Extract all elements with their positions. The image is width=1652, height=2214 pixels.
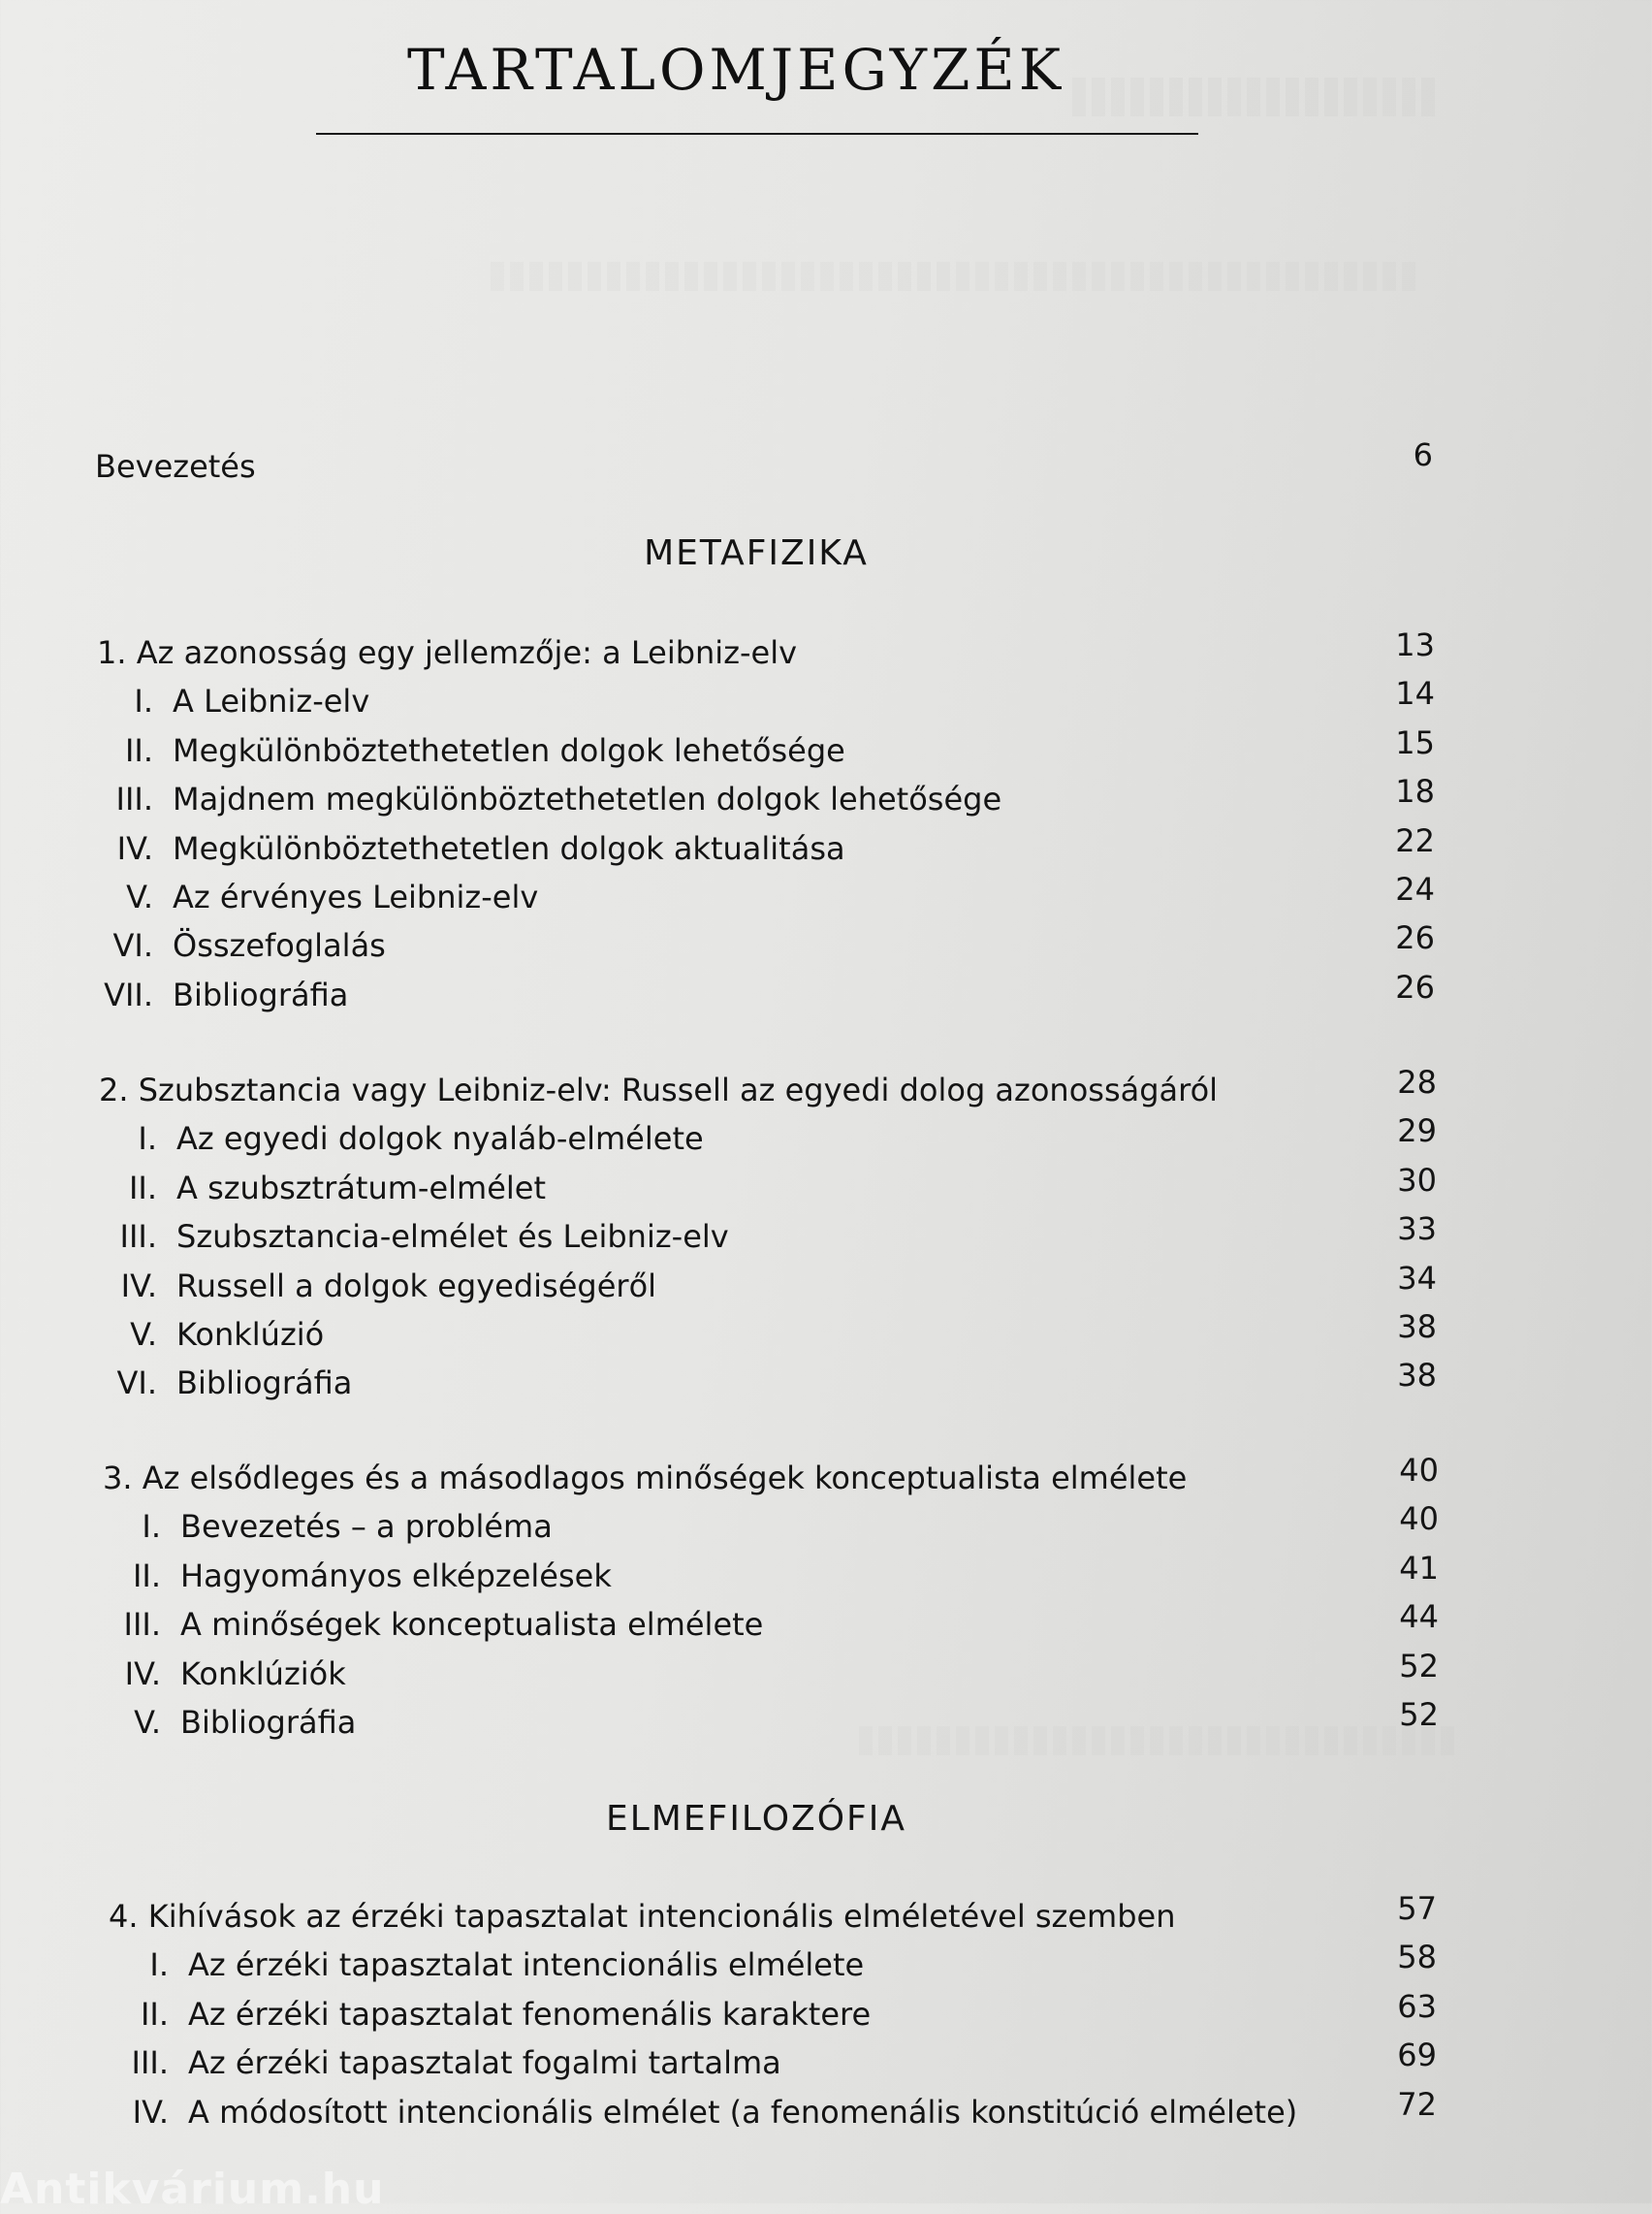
page-number: 40 bbox=[1399, 1452, 1439, 1489]
item-title: A szubsztrátum-elmélet bbox=[176, 1169, 547, 1206]
toc-item[interactable] bbox=[97, 968, 1435, 1025]
item-numeral: IV. bbox=[116, 829, 153, 867]
toc-item[interactable] bbox=[103, 1549, 1439, 1606]
item-numeral: III. bbox=[115, 781, 153, 818]
page-number: 22 bbox=[1395, 821, 1435, 859]
page-number: 26 bbox=[1395, 968, 1435, 1006]
chapter-title: 4. Kihívások az érzéki tapasztalat intencionális elméletével szemben bbox=[109, 1898, 1176, 1935]
item-numeral: I. bbox=[142, 1508, 161, 1546]
chapter-row[interactable] bbox=[99, 1064, 1437, 1120]
toc-item[interactable] bbox=[103, 1598, 1439, 1654]
page-number: 40 bbox=[1399, 1500, 1439, 1538]
chapter-3 bbox=[103, 1452, 1439, 1752]
toc-item[interactable] bbox=[99, 1161, 1437, 1218]
page-number: 69 bbox=[1397, 2037, 1437, 2074]
item-numeral: II. bbox=[124, 731, 153, 769]
chapter-4 bbox=[109, 1890, 1437, 2142]
chapter-title: 3. Az elsődleges és a másodlagos minőségek konceptualista elmélete bbox=[103, 1460, 1188, 1496]
item-numeral: IV. bbox=[132, 2093, 169, 2131]
item-title: Bibliográfia bbox=[180, 1703, 357, 1741]
page-number: 14 bbox=[1395, 675, 1435, 713]
page-number: 33 bbox=[1397, 1210, 1437, 1248]
toc-item[interactable] bbox=[103, 1695, 1439, 1752]
toc-item[interactable] bbox=[99, 1357, 1437, 1413]
toc-item[interactable] bbox=[97, 821, 1435, 879]
item-numeral: I. bbox=[138, 1120, 157, 1158]
item-title: Megkülönböztethetetlen dolgok aktualitása bbox=[173, 829, 845, 867]
item-title: Az érvényes Leibniz-elv bbox=[173, 878, 539, 915]
toc-item[interactable] bbox=[99, 1112, 1437, 1169]
item-numeral: III. bbox=[131, 2044, 169, 2082]
item-numeral: I. bbox=[149, 1946, 169, 1984]
page-number: 41 bbox=[1399, 1549, 1439, 1587]
item-numeral: IV. bbox=[120, 1267, 157, 1304]
page-title: TARTALOMJEGYZÉK bbox=[407, 37, 1065, 103]
item-title: Russell a dolgok egyediségéről bbox=[176, 1267, 657, 1304]
item-numeral: VI. bbox=[112, 927, 153, 965]
toc-item[interactable] bbox=[99, 1259, 1437, 1316]
intro-page-number: 6 bbox=[1413, 436, 1433, 473]
page-number: 29 bbox=[1397, 1112, 1437, 1150]
toc-item[interactable] bbox=[97, 870, 1435, 927]
page-number: 38 bbox=[1397, 1357, 1437, 1395]
toc-item[interactable] bbox=[97, 919, 1435, 976]
toc-item[interactable] bbox=[109, 1987, 1437, 2044]
page-number: 13 bbox=[1395, 626, 1435, 663]
item-numeral: V. bbox=[134, 1703, 161, 1741]
toc-item[interactable] bbox=[97, 773, 1435, 829]
item-numeral: II. bbox=[128, 1169, 157, 1206]
item-numeral: II. bbox=[132, 1556, 161, 1594]
chapter-row[interactable] bbox=[109, 1890, 1437, 1946]
item-title: Az érzéki tapasztalat intencionális elmélete bbox=[188, 1946, 865, 1984]
watermark: Antikvárium.hu bbox=[0, 2165, 385, 2214]
title-underline bbox=[316, 133, 1198, 135]
toc-item[interactable] bbox=[103, 1647, 1439, 1704]
chapter-title: 2. Szubsztancia vagy Leibniz-elv: Russell az egyedi dolog azonosságáról bbox=[99, 1072, 1219, 1108]
page-number: 58 bbox=[1397, 1939, 1437, 1976]
toc-item[interactable] bbox=[99, 1210, 1437, 1267]
page-number: 34 bbox=[1397, 1259, 1437, 1297]
page-number: 38 bbox=[1397, 1307, 1437, 1345]
item-title: Konklúzió bbox=[176, 1315, 325, 1353]
item-numeral: III. bbox=[123, 1606, 161, 1644]
page-number: 15 bbox=[1395, 723, 1435, 761]
page-number: 52 bbox=[1399, 1695, 1439, 1733]
chapter-2 bbox=[99, 1064, 1437, 1414]
page-number: 24 bbox=[1395, 870, 1435, 908]
chapter-row[interactable] bbox=[103, 1452, 1439, 1508]
page-number: 44 bbox=[1399, 1598, 1439, 1636]
item-title: Hagyományos elképzelések bbox=[180, 1556, 612, 1594]
page-number: 63 bbox=[1397, 1987, 1437, 2025]
page-number: 30 bbox=[1397, 1161, 1437, 1199]
item-title: Szubsztancia-elmélet és Leibniz-elv bbox=[176, 1218, 729, 1256]
section-heading: ELMEFILOZÓFIA bbox=[606, 1799, 906, 1839]
item-title: Konklúziók bbox=[180, 1654, 346, 1692]
item-title: Bibliográfia bbox=[173, 976, 349, 1013]
item-title: Megkülönböztethetetlen dolgok lehetősége bbox=[173, 731, 845, 769]
intro-entry[interactable] bbox=[95, 436, 1433, 495]
item-title: Majdnem megkülönböztethetetlen dolgok lehetősége bbox=[173, 781, 1002, 818]
section-heading: METAFIZIKA bbox=[644, 533, 869, 573]
page-number: 52 bbox=[1399, 1647, 1439, 1685]
toc-item[interactable] bbox=[109, 1939, 1437, 1995]
item-title: Az érzéki tapasztalat fenomenális karaktere bbox=[188, 1995, 872, 2033]
page-number: 72 bbox=[1397, 2085, 1437, 2123]
item-title: A minőségek konceptualista elmélete bbox=[180, 1606, 764, 1644]
item-numeral: V. bbox=[130, 1315, 157, 1353]
item-title: Bibliográfia bbox=[176, 1364, 353, 1402]
item-numeral: III. bbox=[119, 1218, 157, 1256]
page-number: 57 bbox=[1397, 1890, 1437, 1927]
chapter-1 bbox=[97, 626, 1435, 1025]
toc-item[interactable] bbox=[97, 675, 1435, 731]
item-numeral: V. bbox=[126, 878, 153, 915]
item-title: A Leibniz-elv bbox=[173, 683, 370, 721]
bleed-through-decoration bbox=[485, 262, 1415, 291]
chapter-row[interactable] bbox=[97, 626, 1435, 683]
intro-label: Bevezetés bbox=[95, 448, 256, 485]
item-numeral: I. bbox=[134, 683, 153, 721]
toc-item[interactable] bbox=[103, 1500, 1439, 1556]
item-title: A módosított intencionális elmélet (a fenomenális konstitúció elmélete) bbox=[188, 2093, 1298, 2131]
item-title: Az érzéki tapasztalat fogalmi tartalma bbox=[188, 2044, 781, 2082]
item-numeral: II. bbox=[140, 1995, 169, 2033]
toc-item[interactable] bbox=[97, 723, 1435, 781]
chapter-title: 1. Az azonosság egy jellemzője: a Leibniz-elv bbox=[97, 634, 798, 671]
page-number: 18 bbox=[1395, 773, 1435, 811]
toc-item[interactable] bbox=[109, 2085, 1437, 2142]
page-number: 26 bbox=[1395, 919, 1435, 957]
item-title: Összefoglalás bbox=[173, 927, 386, 965]
item-title: Bevezetés – a probléma bbox=[180, 1508, 553, 1546]
toc-item[interactable] bbox=[109, 2037, 1437, 2093]
item-title: Az egyedi dolgok nyaláb-elmélete bbox=[176, 1120, 704, 1158]
item-numeral: VII. bbox=[104, 976, 153, 1013]
toc-item[interactable] bbox=[99, 1307, 1437, 1364]
item-numeral: IV. bbox=[124, 1654, 161, 1692]
page-number: 28 bbox=[1397, 1064, 1437, 1101]
item-numeral: VI. bbox=[116, 1364, 157, 1402]
